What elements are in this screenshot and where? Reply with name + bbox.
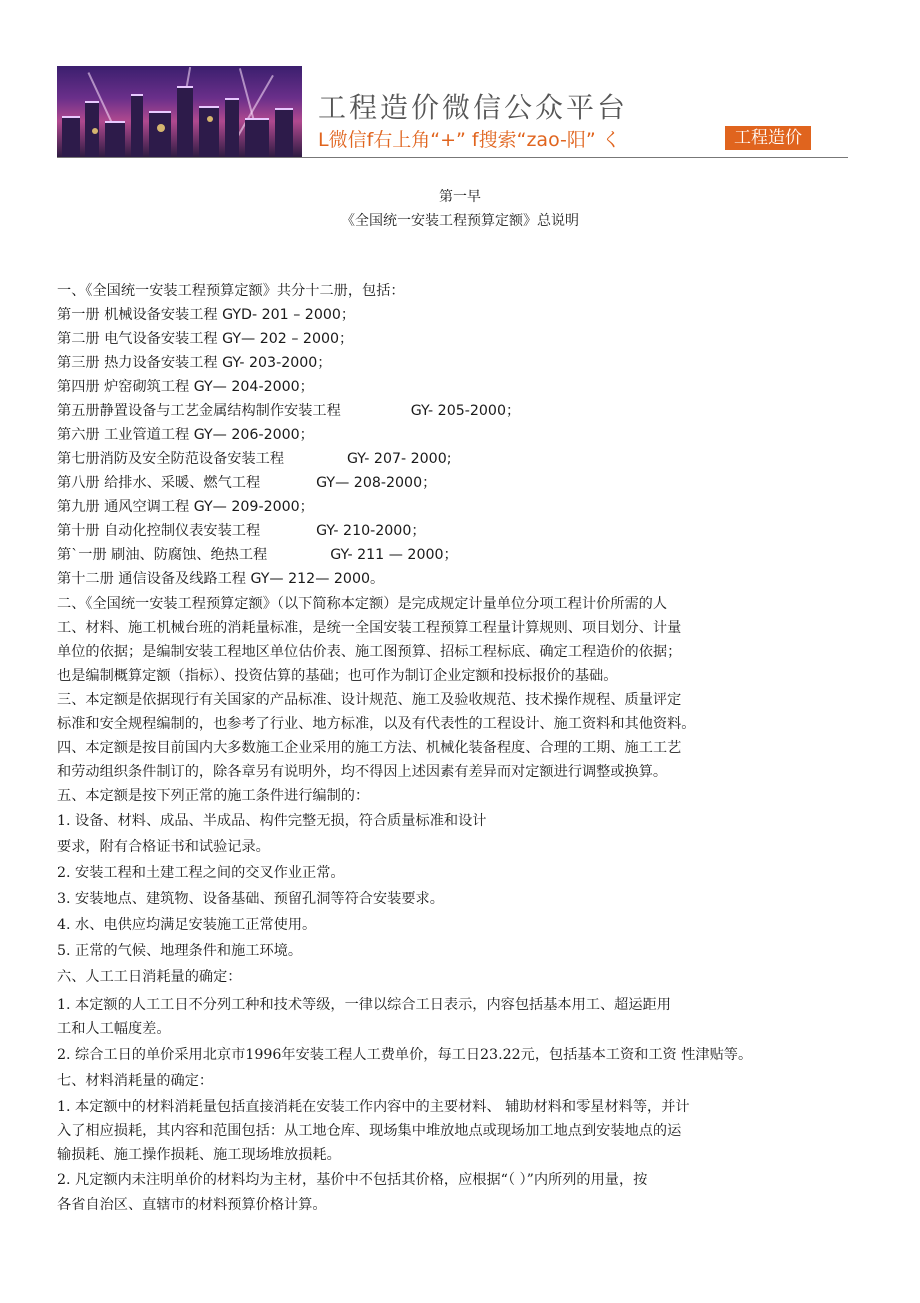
- section1-intro: 一、《全国统一安装工程预算定额》共分十二册，包括：: [57, 283, 405, 299]
- paragraph-line: 2. 安装工程和土建工程之间的交叉作业正常。: [57, 865, 345, 881]
- site-subtitle: L微信f右上角“+” f搜索“zao-阳” く: [318, 129, 621, 151]
- site-title: 工程造价微信公众平台: [318, 91, 629, 124]
- paragraph-line: 标准和安全规程编制的，也参考了行业、地方标准，以及有代表性的工程设计、施工资料和其他资料。: [57, 716, 696, 732]
- paragraph-line: 2. 综合工日的单价采用北京市1996年安装工程人工费单价，每工日23.22元，包括基本工资和工资 性津贴等。: [57, 1047, 753, 1063]
- paragraph-line: 3. 安装地点、建筑物、设备基础、预留孔洞等符合安装要求。: [57, 891, 444, 907]
- volume-line: 第二册 电气设备安装工程 GY— 202 – 2000；: [57, 331, 354, 347]
- volume-line: 第十册 自动化控制仪表安装工程 GY- 210-2000；: [57, 523, 426, 539]
- paragraph-line: 三、本定额是依据现行有关国家的产品标准、设计规范、施工及验收规范、技术操作规程、质量评定: [57, 692, 682, 708]
- paragraph-line: 入了相应损耗，其内容和范围包括：从工地仓库、现场集中堆放地点或现场加工地点到安装地点的运: [57, 1123, 682, 1139]
- volume-line: 第六册 工业管道工程 GY— 206-2000；: [57, 427, 314, 443]
- paragraph-line: 1. 设备、材料、成品、半成品、构件完整无损，符合质量标准和设计: [57, 813, 487, 829]
- volume-line: 第三册 热力设备安装工程 GY- 203-2000；: [57, 355, 332, 371]
- paragraph-line: 五、本定额是按下列正常的施工条件进行编制的：: [57, 788, 370, 804]
- volume-line: 第七册消防及安全防范设备安装工程 GY- 207- 2000;: [57, 451, 452, 467]
- chapter-title: 《全国统一安装工程预算定额》总说明: [341, 213, 579, 229]
- volume-line: 第八册 给排水、采暖、燃气工程 GY— 208-2000；: [57, 475, 437, 491]
- paragraph-line: 工、材料、施工机械台班的消耗量标准，是统一全国安装工程预算工程量计算规则、项目划分、计量: [57, 620, 682, 636]
- banner-city-image: [57, 66, 302, 158]
- paragraph-line: 四、本定额是按目前国内大多数施工企业采用的施工方法、机械化装备程度、合理的工期、施工工艺: [57, 740, 682, 756]
- volume-line: 第五册静置设备与工艺金属结构制作安装工程 GY- 205-2000；: [57, 403, 521, 419]
- paragraph-line: 各省自治区、直辖市的材料预算价格计算。: [57, 1197, 327, 1213]
- paragraph-line: 要求，附有合格证书和试验记录。: [57, 839, 270, 855]
- volume-line: 第一册 机械设备安装工程 GYD- 201 – 2000；: [57, 307, 356, 323]
- banner-divider: [57, 157, 848, 158]
- paragraph-line: 工和人工幅度差。: [57, 1021, 171, 1037]
- paragraph-line: 5. 正常的气候、地理条件和施工环境。: [57, 943, 303, 959]
- paragraph-line: 七、材料消耗量的确定：: [57, 1073, 214, 1089]
- paragraph-line: 输损耗、施工操作损耗、施工现场堆放损耗。: [57, 1147, 341, 1163]
- paragraph-line: 4. 水、电供应均满足安装施工正常使用。: [57, 917, 317, 933]
- paragraph-line: 2. 凡定额内未注明单价的材料均为主材，基价中不包括其价格，应根据“（ ）”内所列的用量，按: [57, 1172, 648, 1188]
- paragraph-line: 也是编制概算定额（指标）、投资估算的基础；也可作为制订企业定额和投标报价的基础。: [57, 668, 618, 684]
- paragraph-line: 六、人工工日消耗量的确定：: [57, 969, 242, 985]
- volume-line: 第十二册 通信设备及线路工程 GY— 212— 2000。: [57, 571, 385, 587]
- paragraph-line: 单位的依据；是编制安装工程地区单位估价表、施工图预算、招标工程标底、确定工程造价的依据；: [57, 644, 682, 660]
- volume-line: 第九册 通风空调工程 GY— 209-2000；: [57, 499, 314, 515]
- chapter-number: 第一早: [439, 189, 481, 205]
- paragraph-line: 1. 本定额的人工工日不分列工种和技术等级，一律以综合工日表示，内容包括基本用工、超运距用: [57, 997, 671, 1013]
- volume-line: 第四册 炉窑砌筑工程 GY— 204-2000；: [57, 379, 314, 395]
- site-badge: 工程造价: [725, 126, 811, 150]
- paragraph-line: 二、《全国统一安装工程预算定额》（以下简称本定额）是完成规定计量单位分项工程计价所需的人: [57, 596, 668, 612]
- volume-line: 第`一册 刷油、防腐蚀、绝热工程 GY- 211 — 2000；: [57, 547, 458, 563]
- paragraph-line: 1. 本定额中的材料消耗量包括直接消耗在安装工作内容中的主要材料、 辅助材料和零星材料等，并计: [57, 1099, 690, 1115]
- paragraph-line: 和劳动组织条件制订的，除各章另有说明外，均不得因上述因素有差异而对定额进行调整或换算。: [57, 764, 668, 780]
